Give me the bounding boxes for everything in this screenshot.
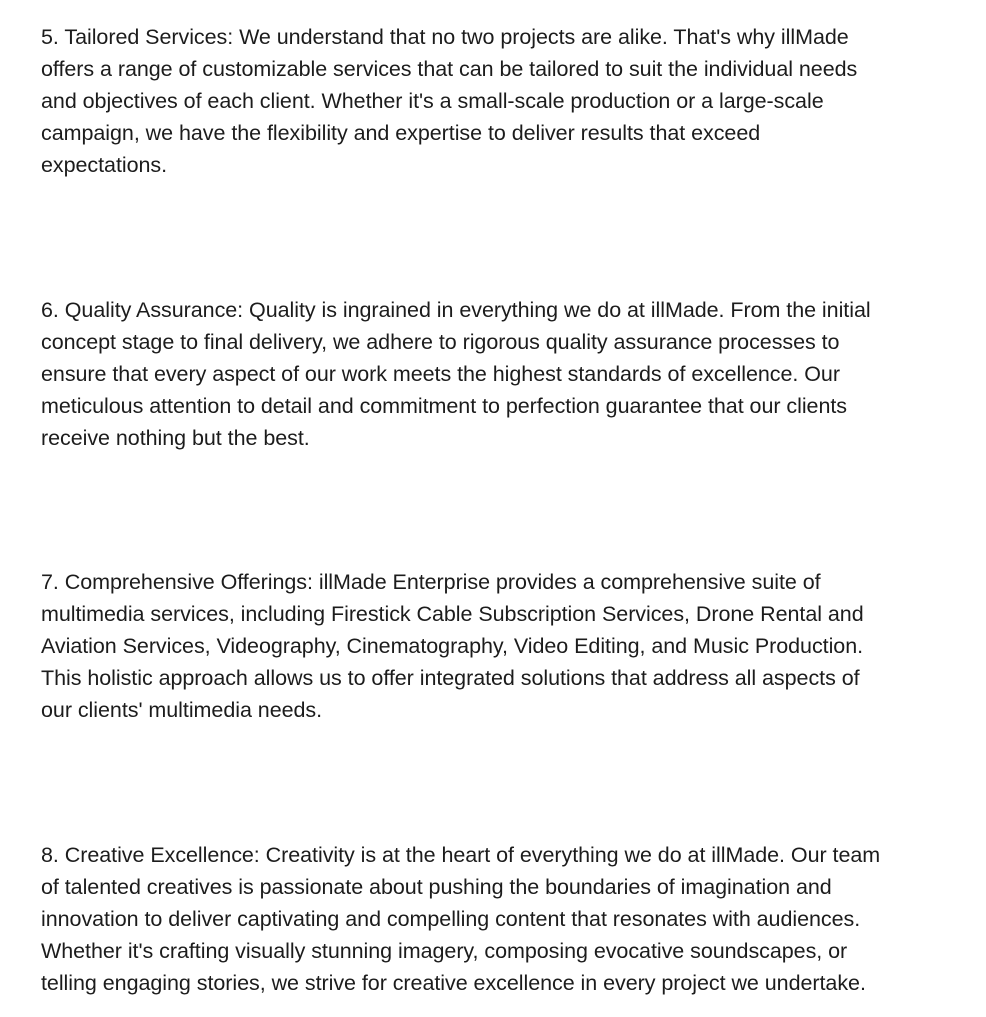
paragraph-creative-excellence: 8. Creative Excellence: Creativity is at the heart of everything we do at illMade. Our team of talented creatives is passionate about pushing the boundaries of imagination and innovation to deliver captivating and compelling content that resonates with audiences. Whether it's crafting visually stunning imagery, composing evocative soundscapes, or telling engaging stories, we strive for creative excellence in every project we undertake. [41,843,881,995]
paragraph-quality-assurance: 6. Quality Assurance: Quality is ingrained in everything we do at illMade. From the initial concept stage to final delivery, we adhere to rigorous quality assurance processes to ensure that every aspect of our work meets the highest standards of excellence. Our meticulous attention to detail and commitment to perfection guarantee that our clients receive nothing but the best. [41,298,871,450]
paragraph-comprehensive-offerings: 7. Comprehensive Offerings: illMade Enterprise provides a comprehensive suite of multimedia services, including Firestick Cable Subscription Services, Drone Rental and Aviation Services, Videography, Cinematography, Video Editing, and Music Production. This holistic approach allows us to offer integrated solutions that address all aspects of our clients' multimedia needs. [41,570,864,722]
paragraph-tailored-services: 5. Tailored Services: We understand that no two projects are alike. That's why illMade offers a range of customizable services that can be tailored to suit the individual needs and objectives of each client. Whether it's a small-scale production or a large-scale campaign, we have the flexibility and expertise to deliver results that exceed expectations. [41,25,858,177]
